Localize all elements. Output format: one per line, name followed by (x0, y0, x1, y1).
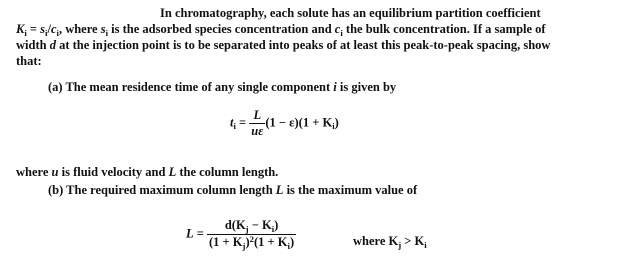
eq2-den-sub-1: j (242, 241, 246, 252)
eq1-fraction (249, 108, 265, 139)
paragraph-line-1-text: In chromatography, each solute has an equilibrium partition coefficient (160, 6, 541, 20)
where-line-text-3: the column length. (176, 165, 279, 179)
paragraph-line-3-text: at the injection point is to be separated into peaks of at least this peak-to-peak spacing, show (55, 38, 551, 52)
eq2-den-mid-2: (1 + K (254, 235, 288, 249)
eq2-denominator (207, 235, 296, 251)
paragraph-line-4-text: that: (16, 54, 42, 68)
where-line-text-1: where (16, 165, 52, 179)
condition-mid: > K (401, 234, 425, 248)
eq1-rhs-sub: i (332, 121, 335, 132)
part-b-label-tail: is the maximum value of (283, 183, 418, 197)
eq1-equals: = (239, 115, 247, 130)
paragraph-line-1 (160, 6, 541, 20)
eq2-equals: = (196, 226, 204, 241)
where-line: where u is fluid velocity and L the column length. (16, 165, 279, 179)
condition-sub-1: j (398, 240, 402, 251)
eq2-numerator (207, 218, 296, 235)
eq2-num-close: ) (274, 218, 279, 232)
part-a-label-tail: is given by (336, 80, 397, 94)
eq2-den-sub-2: i (287, 241, 290, 252)
eq1-rhs: (1 − ε)(1 + K (265, 115, 333, 130)
paragraph-line-4 (16, 54, 42, 68)
eq2-den-mid: ) (245, 235, 250, 249)
eq2-num-pre: d(K (224, 218, 246, 232)
eq1-lhs-sub: i (233, 121, 236, 132)
equation-max-column-length (186, 218, 296, 251)
equation-condition (353, 234, 427, 249)
equation-residence-time (230, 108, 339, 139)
eq2-fraction (207, 218, 296, 251)
eq2-lhs: L (186, 226, 194, 241)
condition-pre: where K (353, 234, 399, 248)
eq2-num-sub-2: i (271, 224, 275, 235)
condition-sub-2: i (424, 240, 427, 251)
where-line-text-2: is fluid velocity and (58, 165, 169, 179)
eq2-den-pre: (1 + K (209, 235, 243, 249)
eq1-rhs-close: ) (334, 115, 339, 130)
eq2-den-sup: 2 (249, 234, 254, 245)
eq2-den-close: ) (289, 235, 295, 249)
part-a-label-text: (a) The mean residence time of any single component (48, 80, 334, 94)
part-a-label: (a) The mean residence time of any single component i is given by (48, 80, 397, 94)
eq1-denominator: uε (251, 124, 264, 138)
part-b-label: (b) The required maximum column length L is the maximum value of (48, 183, 418, 197)
eq1-lhs: t (230, 115, 234, 130)
eq2-num-mid: − K (248, 218, 272, 232)
paragraph-line-2-text: is the adsorbed species concentration and (108, 22, 335, 36)
paragraph-line-3: width d at the injection point is to be separated into peaks of at least this peak-to-peak spacing, show (16, 38, 551, 52)
paragraph-line-3-prefix: width (16, 38, 50, 52)
part-b-label-text: (b) The required maximum column length (48, 183, 276, 197)
paragraph-line-2: $K_i = s_i/c_i$, where $s_i$ is the adsorbed species concentration and $c_i$ the bulk concentration. If a sample of (16, 22, 546, 39)
eq1-numerator: L (249, 108, 265, 124)
paragraph-line-2-tail: the bulk concentration. If a sample of (342, 22, 546, 36)
eq2-num-sub-1: j (245, 224, 249, 235)
